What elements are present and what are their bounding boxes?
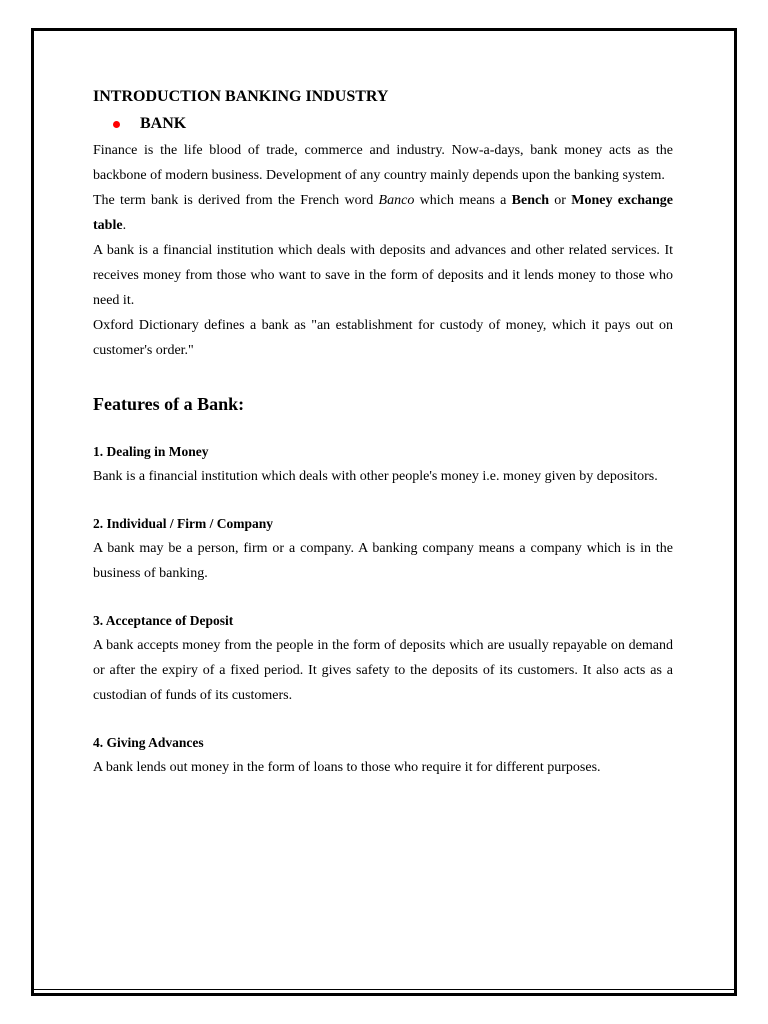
feature-title: 2. Individual / Firm / Company bbox=[93, 516, 274, 531]
features-heading: Features of a Bank: bbox=[93, 394, 245, 414]
paragraph-finance: Finance is the life blood of trade, commerce and industry. Now-a-days, bank money acts as the backbone of modern business. Development of any country mainly depends upon the banking system. bbox=[93, 143, 673, 183]
term-banco: Banco bbox=[378, 193, 415, 208]
paragraph-oxford-definition: Oxford Dictionary defines a bank as "an establishment for custody of money, which it pays out on customer's order." bbox=[93, 318, 673, 358]
feature-title: 3. Acceptance of Deposit bbox=[93, 613, 234, 628]
bullet-dot-icon bbox=[113, 121, 120, 128]
term-money-exchange-table: Money exchange table bbox=[93, 193, 673, 233]
term-bench: Bench bbox=[511, 193, 550, 208]
term-text-1: The term bank is derived from the French word bbox=[93, 193, 379, 208]
feature-text: A bank may be a person, firm or a company. A banking company means a company which is in the business of banking. bbox=[93, 541, 673, 581]
page-border-double-line bbox=[34, 989, 734, 990]
feature-item bbox=[93, 730, 673, 780]
paragraph-term-bank bbox=[93, 188, 673, 238]
paragraph-financial-institution: A bank is a financial institution which deals with deposits and advances and other related services. It receives money from those who want to save in the form of deposits and it lends money to those who need it. bbox=[93, 243, 673, 308]
bullet-heading bbox=[93, 112, 673, 136]
term-text-3: or bbox=[549, 193, 572, 208]
bullet-heading-label: BANK bbox=[140, 115, 187, 132]
term-text-2: which means a bbox=[414, 193, 512, 208]
feature-item bbox=[93, 608, 673, 708]
feature-text: Bank is a financial institution which deals with other people's money i.e. money given by depositors. bbox=[93, 469, 658, 484]
feature-title: 4. Giving Advances bbox=[93, 735, 204, 750]
feature-item bbox=[93, 511, 673, 586]
term-text-4: . bbox=[122, 218, 127, 233]
feature-title: 1. Dealing in Money bbox=[93, 444, 209, 459]
feature-item bbox=[93, 439, 673, 489]
feature-text: A bank accepts money from the people in the form of deposits which are usually repayable on demand or after the expiry of a fixed period. It gives safety to the deposits of its customers. It also acts as a custodian of funds of its customers. bbox=[93, 638, 673, 703]
feature-text: A bank lends out money in the form of loans to those who require it for different purposes. bbox=[93, 760, 601, 775]
document-title: INTRODUCTION BANKING INDUSTRY bbox=[93, 88, 389, 105]
document-content bbox=[93, 84, 673, 780]
features-list bbox=[93, 439, 673, 780]
